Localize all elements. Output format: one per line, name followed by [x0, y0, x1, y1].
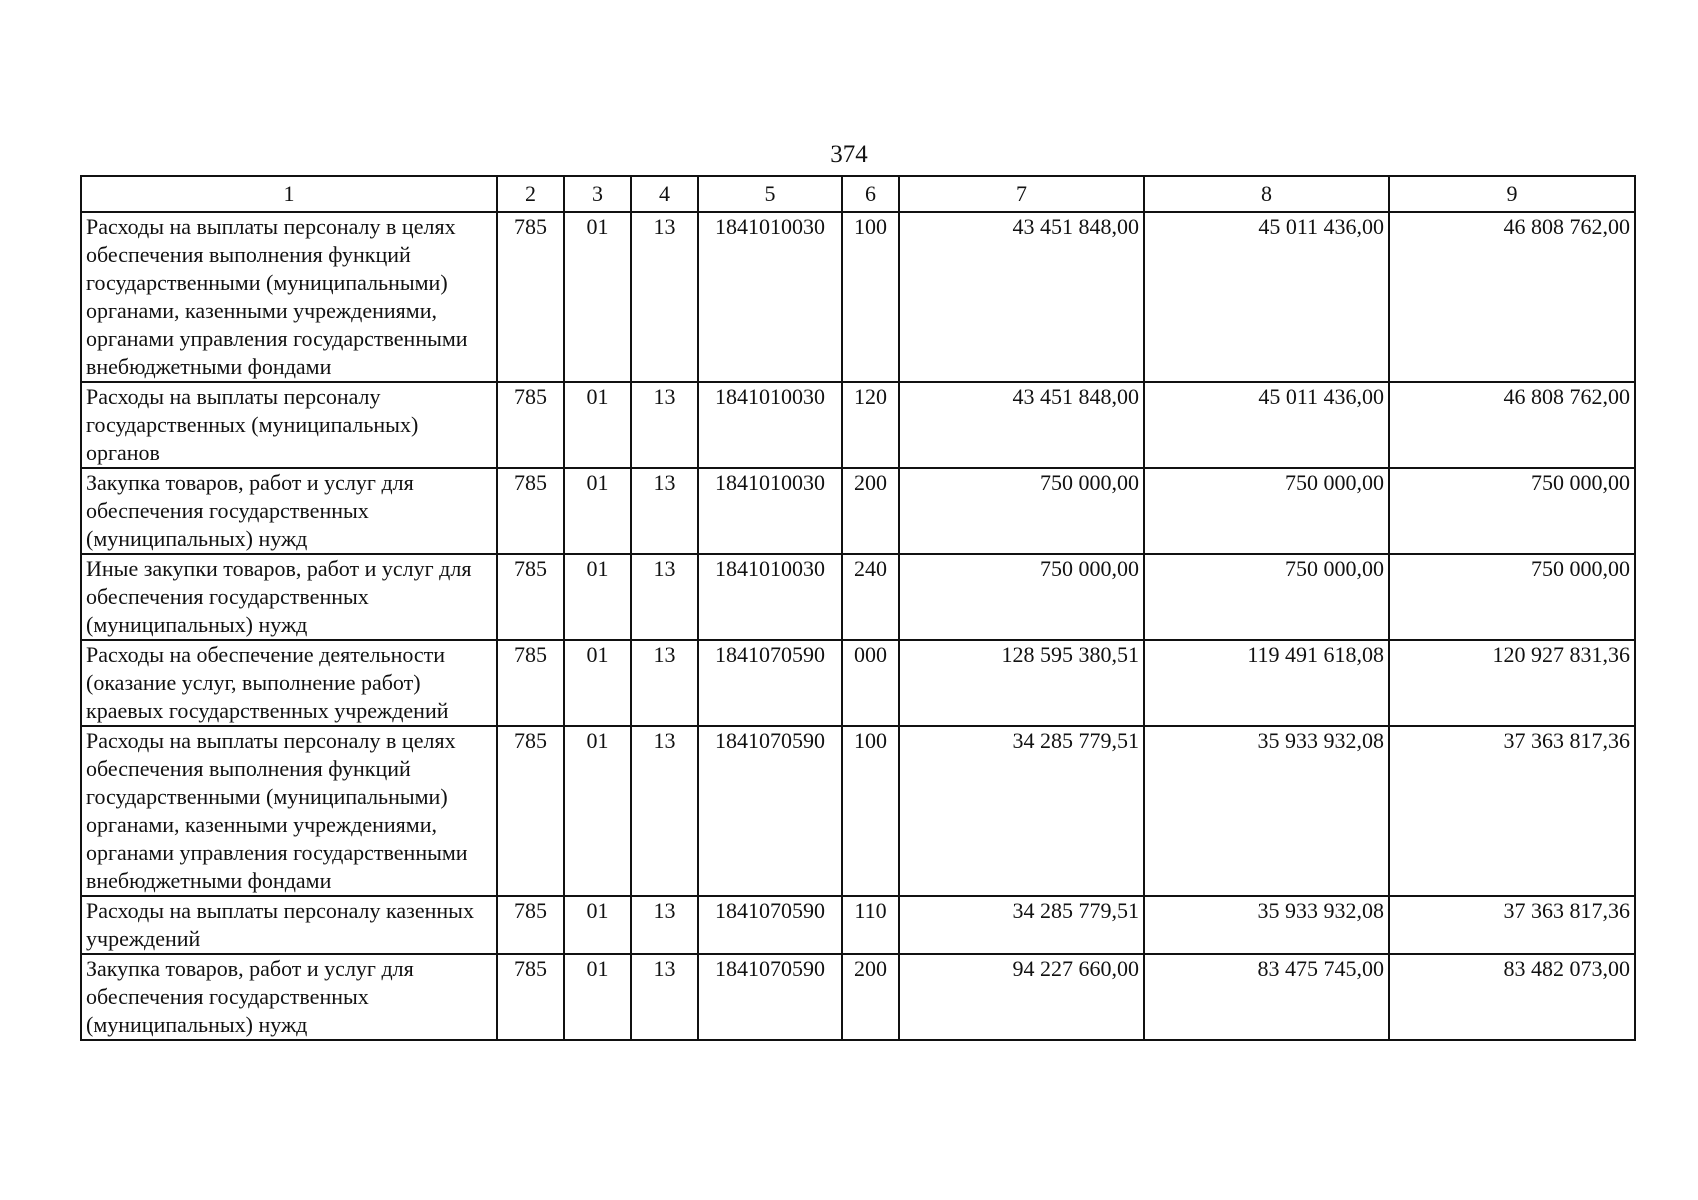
expense-type-cell: 200 — [842, 468, 899, 554]
expense-name-cell: Закупка товаров, работ и услуг для обеспечения государственных (муниципальных) нужд — [81, 468, 497, 554]
section-code-cell: 01 — [564, 954, 631, 1040]
subsection-code-cell: 13 — [631, 640, 698, 726]
header-cell: 3 — [564, 176, 631, 212]
amount-cell-col8: 750 000,00 — [1144, 554, 1389, 640]
section-code-cell: 01 — [564, 212, 631, 382]
section-code-cell: 01 — [564, 554, 631, 640]
expense-name-cell: Расходы на выплаты персоналу в целях обеспечения выполнения функций государственными (муниципальными) органами, казенными учреждениями, органами управления государственными внебюджетными фондами — [81, 726, 497, 896]
target-article-cell: 1841010030 — [698, 554, 842, 640]
amount-cell-col7: 750 000,00 — [899, 554, 1144, 640]
expense-type-cell: 120 — [842, 382, 899, 468]
amount-cell-col8: 119 491 618,08 — [1144, 640, 1389, 726]
section-code-cell: 01 — [564, 640, 631, 726]
header-cell: 6 — [842, 176, 899, 212]
target-article-cell: 1841070590 — [698, 640, 842, 726]
amount-cell-col7: 94 227 660,00 — [899, 954, 1144, 1040]
expense-name-cell: Иные закупки товаров, работ и услуг для обеспечения государственных (муниципальных) нужд — [81, 554, 497, 640]
amount-cell-col9: 83 482 073,00 — [1389, 954, 1635, 1040]
subsection-code-cell: 13 — [631, 382, 698, 468]
expense-type-cell: 100 — [842, 726, 899, 896]
amount-cell-col8: 750 000,00 — [1144, 468, 1389, 554]
table-row — [81, 726, 1635, 896]
grbs-code-cell: 785 — [497, 954, 564, 1040]
amount-cell-col7: 43 451 848,00 — [899, 212, 1144, 382]
table-row — [81, 896, 1635, 954]
target-article-cell: 1841070590 — [698, 726, 842, 896]
amount-cell-col8: 45 011 436,00 — [1144, 382, 1389, 468]
amount-cell-col7: 43 451 848,00 — [899, 382, 1144, 468]
header-cell: 8 — [1144, 176, 1389, 212]
amount-cell-col8: 45 011 436,00 — [1144, 212, 1389, 382]
grbs-code-cell: 785 — [497, 640, 564, 726]
grbs-code-cell: 785 — [497, 212, 564, 382]
table-row — [81, 212, 1635, 382]
header-cell: 7 — [899, 176, 1144, 212]
amount-cell-col9: 750 000,00 — [1389, 468, 1635, 554]
table-row — [81, 382, 1635, 468]
expense-name-cell: Расходы на выплаты персоналу казенных учреждений — [81, 896, 497, 954]
table-row — [81, 468, 1635, 554]
amount-cell-col9: 46 808 762,00 — [1389, 212, 1635, 382]
header-cell: 9 — [1389, 176, 1635, 212]
expense-name-cell: Расходы на выплаты персоналу в целях обеспечения выполнения функций государственными (муниципальными) органами, казенными учреждениями, органами управления государственными внебюджетными фондами — [81, 212, 497, 382]
amount-cell-col9: 46 808 762,00 — [1389, 382, 1635, 468]
expense-type-cell: 000 — [842, 640, 899, 726]
amount-cell-col9: 120 927 831,36 — [1389, 640, 1635, 726]
table-row — [81, 554, 1635, 640]
budget-table — [80, 175, 1636, 1041]
subsection-code-cell: 13 — [631, 726, 698, 896]
expense-type-cell: 200 — [842, 954, 899, 1040]
target-article-cell: 1841010030 — [698, 212, 842, 382]
section-code-cell: 01 — [564, 896, 631, 954]
amount-cell-col7: 750 000,00 — [899, 468, 1144, 554]
subsection-code-cell: 13 — [631, 954, 698, 1040]
subsection-code-cell: 13 — [631, 896, 698, 954]
header-cell: 2 — [497, 176, 564, 212]
header-row — [81, 176, 1635, 212]
subsection-code-cell: 13 — [631, 468, 698, 554]
expense-type-cell: 110 — [842, 896, 899, 954]
target-article-cell: 1841010030 — [698, 468, 842, 554]
table-row — [81, 954, 1635, 1040]
target-article-cell: 1841010030 — [698, 382, 842, 468]
grbs-code-cell: 785 — [497, 468, 564, 554]
grbs-code-cell: 785 — [497, 554, 564, 640]
subsection-code-cell: 13 — [631, 212, 698, 382]
header-cell: 5 — [698, 176, 842, 212]
header-cell: 1 — [81, 176, 497, 212]
section-code-cell: 01 — [564, 726, 631, 896]
header-cell: 4 — [631, 176, 698, 212]
subsection-code-cell: 13 — [631, 554, 698, 640]
section-code-cell: 01 — [564, 382, 631, 468]
amount-cell-col7: 128 595 380,51 — [899, 640, 1144, 726]
amount-cell-col8: 35 933 932,08 — [1144, 896, 1389, 954]
table-row — [81, 640, 1635, 726]
amount-cell-col7: 34 285 779,51 — [899, 726, 1144, 896]
page-number: 374 — [830, 141, 868, 168]
expense-type-cell: 100 — [842, 212, 899, 382]
expense-name-cell: Расходы на выплаты персоналу государственных (муниципальных) органов — [81, 382, 497, 468]
amount-cell-col9: 37 363 817,36 — [1389, 726, 1635, 896]
target-article-cell: 1841070590 — [698, 954, 842, 1040]
amount-cell-col8: 35 933 932,08 — [1144, 726, 1389, 896]
target-article-cell: 1841070590 — [698, 896, 842, 954]
section-code-cell: 01 — [564, 468, 631, 554]
amount-cell-col8: 83 475 745,00 — [1144, 954, 1389, 1040]
amount-cell-col7: 34 285 779,51 — [899, 896, 1144, 954]
expense-name-cell: Закупка товаров, работ и услуг для обеспечения государственных (муниципальных) нужд — [81, 954, 497, 1040]
grbs-code-cell: 785 — [497, 896, 564, 954]
amount-cell-col9: 37 363 817,36 — [1389, 896, 1635, 954]
grbs-code-cell: 785 — [497, 726, 564, 896]
grbs-code-cell: 785 — [497, 382, 564, 468]
expense-name-cell: Расходы на обеспечение деятельности (оказание услуг, выполнение работ) краевых государственных учреждений — [81, 640, 497, 726]
expense-type-cell: 240 — [842, 554, 899, 640]
amount-cell-col9: 750 000,00 — [1389, 554, 1635, 640]
